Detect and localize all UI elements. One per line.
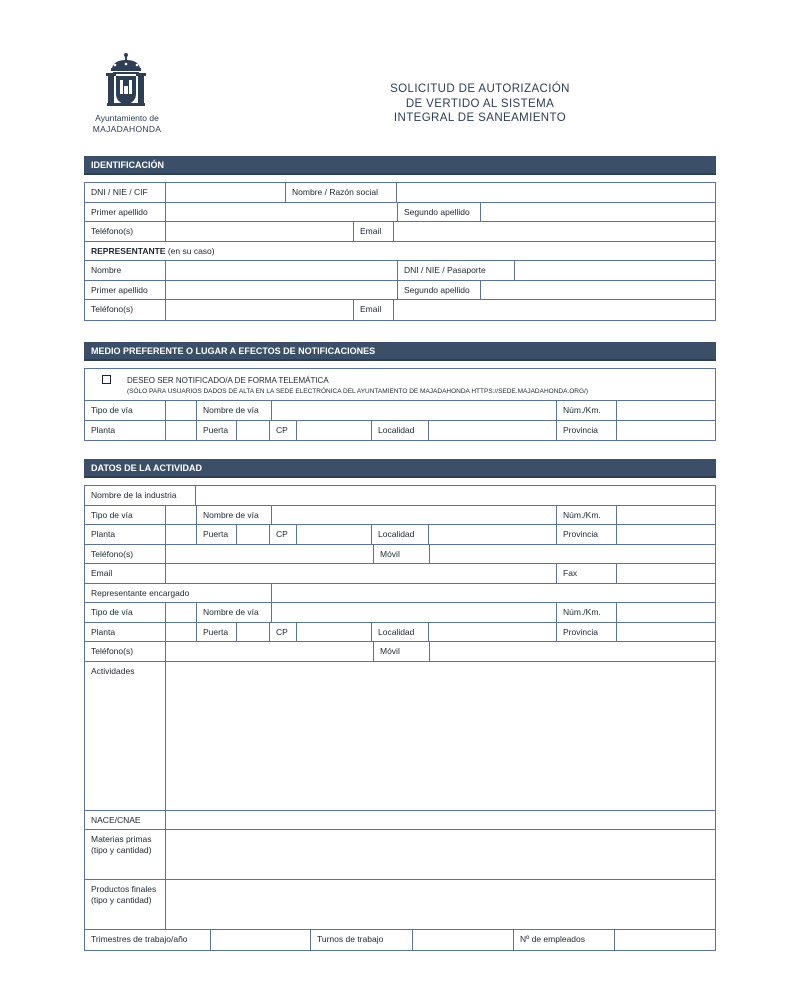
act-fax-field[interactable] — [617, 564, 715, 583]
act-puerta-field[interactable] — [237, 525, 270, 544]
table-row — [85, 203, 715, 223]
nombre-industria-field[interactable] — [196, 486, 715, 505]
enc-nombre-via-label: Nombre de vía — [197, 603, 272, 622]
empleados-label: Nº de empleados — [514, 930, 615, 950]
act-localidad-field[interactable] — [429, 525, 557, 544]
actividades-field[interactable] — [166, 662, 715, 810]
act-fax-label: Fax — [557, 564, 617, 583]
trimestres-field[interactable] — [211, 930, 311, 950]
enc-puerta-label: Puerta — [197, 623, 237, 642]
act-nombre-via-label: Nombre de vía — [197, 506, 272, 525]
table-row — [85, 662, 715, 811]
act-provincia-field[interactable] — [617, 525, 715, 544]
enc-localidad-label: Localidad — [372, 623, 429, 642]
actividad-table — [84, 485, 716, 951]
telefonos-field[interactable] — [166, 222, 354, 241]
act-num-km-field[interactable] — [617, 506, 715, 525]
primer-apellido-label: Primer apellido — [85, 203, 166, 222]
representante-label — [85, 242, 715, 261]
localidad-label: Localidad — [372, 421, 429, 441]
enc-planta-field[interactable] — [166, 623, 197, 642]
table-row — [85, 811, 715, 831]
table-row — [85, 183, 715, 203]
enc-cp-field[interactable] — [297, 623, 372, 642]
nombre-via-field[interactable] — [272, 401, 557, 420]
table-row — [85, 242, 715, 262]
telematica-note: (SÓLO PARA USUARIOS DADOS DE ALTA EN LA SEDE ELECTRÓNICA DEL AYUNTAMIENTO DE MAJADAHONDA HTTPS://SEDE.MAJADAHONDA.ORG/) — [127, 388, 588, 395]
notificaciones-table — [84, 368, 716, 441]
rep-nombre-field[interactable] — [166, 261, 398, 280]
table-row — [85, 880, 715, 930]
enc-num-km-label: Núm./Km. — [557, 603, 617, 622]
rep-email-field[interactable] — [394, 300, 715, 320]
nombre-industria-label: Nombre de la industria — [85, 486, 196, 505]
nace-label: NACE/CNAE — [85, 811, 166, 830]
table-row — [85, 506, 715, 526]
act-planta-field[interactable] — [166, 525, 197, 544]
productos-finales-field[interactable] — [166, 880, 715, 929]
planta-field[interactable] — [166, 421, 197, 441]
logo-text-line2: MAJADAHONDA — [92, 124, 162, 134]
primer-apellido-field[interactable] — [166, 203, 398, 222]
enc-telefonos-label: Teléfono(s) — [85, 642, 166, 661]
act-planta-label: Planta — [85, 525, 166, 544]
table-row — [85, 830, 715, 880]
enc-localidad-field[interactable] — [429, 623, 557, 642]
cp-label: CP — [270, 421, 297, 441]
rep-nombre-label: Nombre — [85, 261, 166, 280]
enc-tipo-via-label: Tipo de vía — [85, 603, 166, 622]
table-row — [85, 300, 715, 320]
enc-planta-label: Planta — [85, 623, 166, 642]
rep-email-label: Email — [354, 300, 394, 320]
telematica-label: DESEO SER NOTIFICADO/A DE FORMA TELEMÁTICA — [127, 376, 329, 385]
enc-nombre-via-field[interactable] — [272, 603, 557, 622]
num-km-field[interactable] — [617, 401, 715, 420]
act-puerta-label: Puerta — [197, 525, 237, 544]
table-row — [85, 545, 715, 565]
identificacion-table — [84, 182, 716, 321]
rep-segundo-apellido-label: Segundo apellido — [398, 281, 481, 300]
act-email-field[interactable] — [166, 564, 557, 583]
act-cp-field[interactable] — [297, 525, 372, 544]
telematica-option — [85, 369, 715, 401]
email-label: Email — [354, 222, 394, 241]
table-row — [85, 525, 715, 545]
empleados-field[interactable] — [615, 930, 715, 950]
telefonos-label: Teléfono(s) — [85, 222, 166, 241]
enc-tipo-via-field[interactable] — [166, 603, 197, 622]
rep-encargado-field[interactable] — [272, 584, 715, 603]
nace-field[interactable] — [166, 811, 715, 830]
document-title — [340, 82, 620, 126]
enc-cp-label: CP — [270, 623, 297, 642]
rep-dni-label: DNI / NIE / Pasaporte — [398, 261, 515, 280]
table-row — [85, 261, 715, 281]
section-header-identificacion: IDENTIFICACIÓN — [84, 156, 716, 175]
act-num-km-label: Núm./Km. — [557, 506, 617, 525]
trimestres-label: Trimestres de trabajo/año — [85, 930, 211, 950]
tipo-via-label: Tipo de vía — [85, 401, 166, 420]
localidad-field[interactable] — [429, 421, 557, 441]
section-header-notificaciones: MEDIO PREFERENTE O LUGAR A EFECTOS DE NOTIFICACIONES — [84, 342, 716, 361]
title-line-2: DE VERTIDO AL SISTEMA — [405, 97, 555, 110]
email-field[interactable] — [394, 222, 715, 241]
puerta-field[interactable] — [237, 421, 270, 441]
act-telefonos-field[interactable] — [166, 545, 374, 564]
table-row — [85, 584, 715, 604]
tipo-via-field[interactable] — [166, 401, 197, 420]
rep-telefonos-label: Teléfono(s) — [85, 300, 166, 320]
rep-primer-apellido-label: Primer apellido — [85, 281, 166, 300]
productos-finales-label: Productos finales (tipo y cantidad) — [85, 880, 166, 929]
enc-telefonos-field[interactable] — [166, 642, 374, 661]
table-row — [85, 486, 715, 506]
act-tipo-via-label: Tipo de vía — [85, 506, 166, 525]
table-row — [85, 222, 715, 242]
municipal-logo — [85, 52, 169, 136]
turnos-label: Turnos de trabajo — [311, 930, 413, 950]
num-km-label: Núm./Km. — [557, 401, 617, 420]
rep-dni-field[interactable] — [515, 261, 715, 280]
table-row — [85, 642, 715, 662]
act-provincia-label: Provincia — [557, 525, 617, 544]
puerta-label: Puerta — [197, 421, 237, 441]
telematica-checkbox[interactable] — [102, 375, 111, 384]
act-movil-label: Móvil — [374, 545, 430, 564]
logo-text-line1: Ayuntamiento de — [95, 113, 159, 123]
act-cp-label: CP — [270, 525, 297, 544]
table-row — [85, 401, 715, 421]
table-row — [85, 564, 715, 584]
rep-primer-apellido-field[interactable] — [166, 281, 398, 300]
materias-primas-field[interactable] — [166, 830, 715, 879]
table-row — [85, 930, 715, 950]
act-nombre-via-field[interactable] — [272, 506, 557, 525]
segundo-apellido-field[interactable] — [481, 203, 715, 222]
enc-movil-label: Móvil — [374, 642, 430, 661]
table-row — [85, 623, 715, 643]
provincia-label: Provincia — [557, 421, 617, 441]
title-line-3: INTEGRAL DE SANEAMIENTO — [393, 112, 567, 124]
table-row — [85, 281, 715, 301]
table-row — [85, 603, 715, 623]
enc-provincia-label: Provincia — [557, 623, 617, 642]
actividades-label: Actividades — [85, 662, 166, 810]
act-tipo-via-field[interactable] — [166, 506, 197, 525]
rep-encargado-label: Representante encargado — [85, 584, 272, 603]
dni-label: DNI / NIE / CIF — [85, 183, 166, 202]
materias-primas-label: Materias primas (tipo y cantidad) — [85, 830, 166, 879]
section-header-actividad: DATOS DE LA ACTIVIDAD — [84, 459, 716, 478]
enc-movil-field[interactable] — [430, 642, 715, 661]
enc-puerta-field[interactable] — [237, 623, 270, 642]
representante-title: REPRESENTANTE — [91, 245, 166, 256]
rep-segundo-apellido-field[interactable] — [481, 281, 715, 300]
cp-field[interactable] — [297, 421, 372, 441]
enc-provincia-field[interactable] — [617, 623, 715, 642]
enc-num-km-field[interactable] — [617, 603, 715, 622]
act-localidad-label: Localidad — [372, 525, 429, 544]
dni-field[interactable] — [166, 183, 286, 202]
act-email-label: Email — [85, 564, 166, 583]
act-movil-field[interactable] — [430, 545, 715, 564]
turnos-field[interactable] — [413, 930, 514, 950]
nombre-razon-label: Nombre / Razón social — [286, 183, 397, 202]
representante-note: (en su caso) — [165, 245, 215, 256]
nombre-razon-field[interactable] — [397, 183, 715, 202]
rep-telefonos-field[interactable] — [166, 300, 354, 320]
coat-of-arms-icon — [105, 52, 147, 110]
table-row — [85, 421, 715, 441]
title-line-1: SOLICITUD DE AUTORIZACIÓN — [390, 83, 570, 95]
nombre-via-label: Nombre de vía — [197, 401, 272, 420]
provincia-field[interactable] — [617, 421, 715, 441]
planta-label: Planta — [85, 421, 166, 441]
act-telefonos-label: Teléfono(s) — [85, 545, 166, 564]
segundo-apellido-label: Segundo apellido — [398, 203, 481, 222]
